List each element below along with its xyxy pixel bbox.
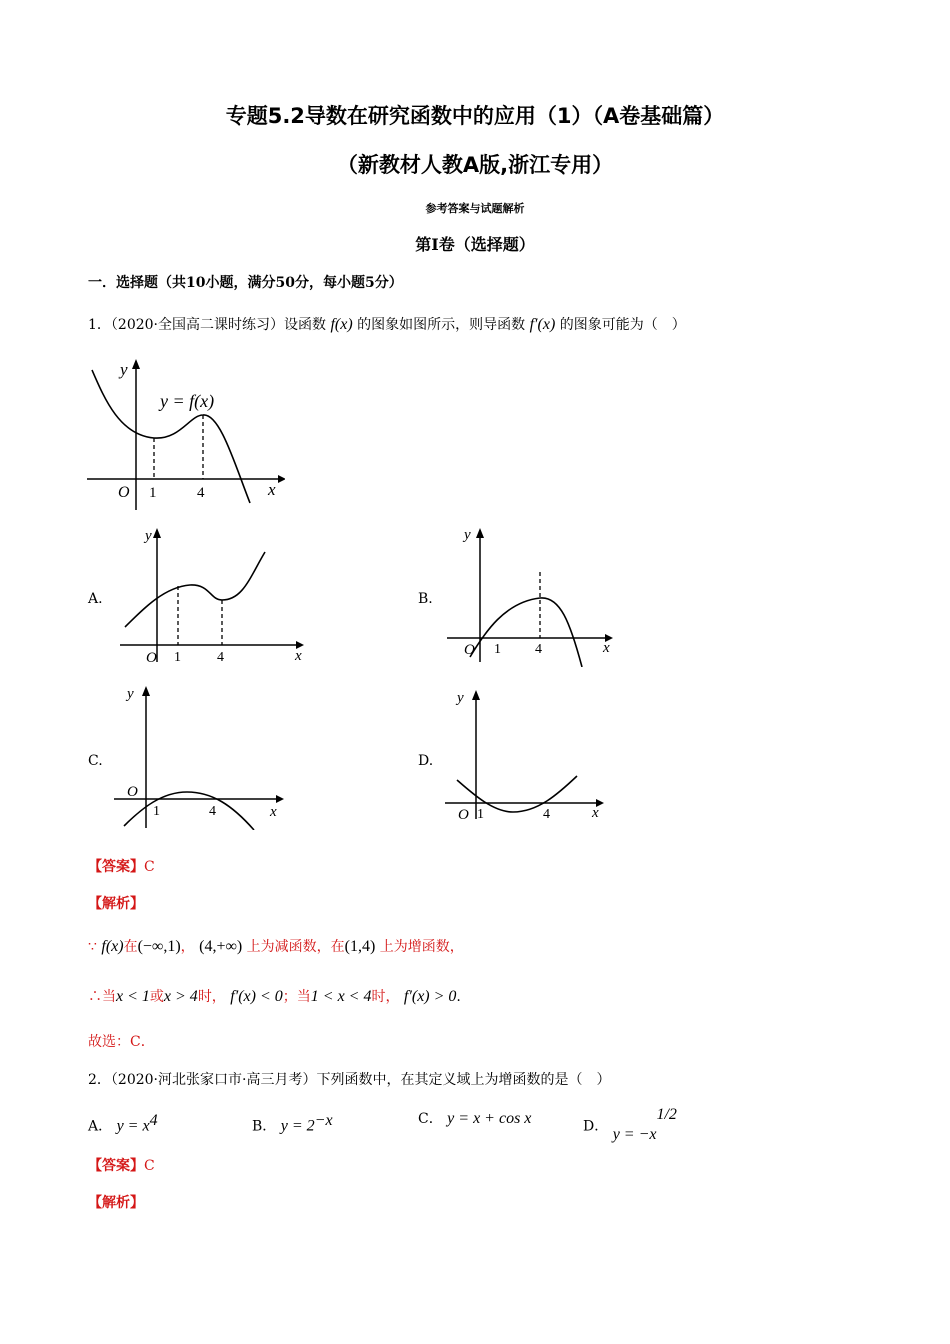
a-origin-label: O — [146, 650, 157, 666]
main-y-label: y — [120, 360, 128, 379]
c-x-label: x — [270, 804, 277, 820]
q1-option-a-figure — [115, 522, 310, 667]
b-y-label: y — [464, 527, 471, 543]
line1-int3: (1,4) — [344, 938, 376, 955]
q1-option-c-figure — [112, 680, 292, 830]
a-tick-1: 1 — [174, 650, 181, 665]
line1-d: 上为增函数， — [379, 939, 464, 955]
c-origin-label: O — [127, 784, 138, 800]
q2-option-d — [583, 1106, 677, 1143]
b-tick-1: 1 — [494, 642, 501, 657]
q2-analysis-label: 【解析】 — [88, 1195, 144, 1211]
q1-mid: 的图象如图所示，则导函数 — [357, 317, 526, 333]
c-tick-4: 4 — [209, 804, 216, 819]
q2-c-expr: y = x + cos x — [447, 1110, 532, 1127]
main-fn-label: y = f(x) — [160, 391, 215, 411]
q1-number: 1． — [88, 317, 111, 333]
q2-b-letter: B． — [252, 1118, 277, 1135]
q2-text: （2020·河北张家口市·高三月考）下列函数中，在其定义域上为增函数的是（ ） — [110, 1072, 611, 1088]
q1-main-figure — [80, 355, 285, 515]
line2-or: 或 — [149, 989, 164, 1005]
b-x-label: x — [603, 640, 610, 656]
line2-ineq1: f′(x) < 0 — [230, 988, 283, 1005]
d-tick-4: 4 — [543, 807, 550, 822]
q1-option-d-figure — [443, 684, 613, 824]
line1-a: 在 — [123, 939, 138, 955]
q2-option-c — [418, 1108, 531, 1128]
title-line-2: （新教材人教A版,浙江专用） — [336, 153, 614, 177]
line2-when: 时， — [197, 989, 226, 1005]
q1-answer-label: 【答案】 — [88, 859, 144, 875]
a-y-label: y — [145, 528, 152, 544]
q2-c-letter: C． — [418, 1111, 443, 1127]
a-tick-4: 4 — [217, 650, 224, 665]
line2-when2: 时， — [371, 989, 400, 1005]
line2-c2: x > 4 — [163, 988, 198, 1005]
q1-option-c-letter: C. — [88, 753, 103, 769]
main-x-label: x — [268, 480, 276, 499]
q1-option-a-letter: A. — [88, 591, 103, 607]
q2-d-letter: D． — [583, 1118, 609, 1135]
q2-b-sup: −x — [314, 1112, 333, 1129]
q2-stem — [88, 1069, 610, 1089]
b-tick-4: 4 — [535, 642, 542, 657]
a-x-label: x — [295, 648, 302, 664]
q2-answer — [88, 1155, 155, 1175]
q2-a-letter: A． — [88, 1118, 113, 1135]
q2-a-sup: 4 — [149, 1112, 158, 1129]
q1-stem — [88, 314, 686, 334]
main-tick-1: 1 — [149, 485, 157, 501]
d-x-label: x — [592, 805, 599, 821]
q1-answer-value: C — [144, 859, 155, 875]
q1-source: （2020·全国高二课时练习）设函数 — [110, 317, 327, 333]
q2-d-sup: 1/2 — [656, 1106, 677, 1123]
q1-option-b-figure — [445, 522, 620, 667]
q2-answer-value: C — [144, 1158, 155, 1174]
line1-fx: f(x) — [101, 938, 124, 955]
line1-b: ， — [180, 939, 195, 955]
q1-conclusion: 故选：C． — [88, 1034, 155, 1050]
main-origin-label: O — [118, 484, 130, 501]
c-tick-1: 1 — [153, 804, 160, 819]
q2-b-expr: y = 2 — [280, 1117, 315, 1135]
because-symbol: ∵ — [88, 939, 97, 955]
q2-number: 2． — [88, 1072, 111, 1088]
q2-option-b — [252, 1112, 333, 1136]
line1-int2: (4,+∞) — [199, 938, 243, 955]
section-heading: 一．选择题（共10小题，满分50分，每小题5分） — [88, 275, 403, 291]
subtitle: 参考答案与试题解析 — [425, 202, 525, 215]
q1-fx: f(x) — [330, 316, 353, 333]
c-y-label: y — [127, 686, 134, 702]
q1-tail: 的图象可能为（ ） — [559, 317, 686, 333]
d-y-label: y — [457, 690, 464, 706]
q2-option-a — [88, 1112, 158, 1136]
title-line-1: 专题5.2导数在研究函数中的应用（1）（A卷基础篇） — [225, 104, 725, 128]
line2-end: . — [456, 989, 461, 1005]
line2-semi: ；当 — [282, 989, 311, 1005]
b-origin-label: O — [464, 642, 475, 658]
q2-answer-label: 【答案】 — [88, 1158, 144, 1174]
line2-c1: x < 1 — [116, 988, 150, 1005]
d-origin-label: O — [458, 807, 469, 823]
line1-int1: (−∞,1) — [137, 938, 181, 955]
q1-analysis-label: 【解析】 — [88, 896, 144, 912]
therefore: ∴当 — [88, 989, 116, 1005]
line1-c: 上为减函数，在 — [246, 939, 345, 955]
q1-option-b-letter: B. — [418, 591, 433, 607]
q1-analysis-line-2 — [88, 986, 461, 1006]
q1-analysis-line-1 — [88, 936, 464, 956]
line2-c3: 1 < x < 4 — [310, 988, 372, 1005]
q1-option-d-letter: D. — [418, 753, 434, 769]
volume-heading: 第Ⅰ卷（选择题） — [415, 235, 535, 254]
q1-fpx: f′(x) — [529, 316, 556, 333]
d-tick-1: 1 — [477, 807, 484, 822]
q2-a-expr: y = x — [116, 1117, 150, 1135]
main-tick-4: 4 — [197, 485, 205, 501]
q2-d-expr: y = −x — [612, 1125, 657, 1143]
q1-answer — [88, 856, 155, 876]
line2-ineq2: f′(x) > 0 — [403, 988, 457, 1005]
